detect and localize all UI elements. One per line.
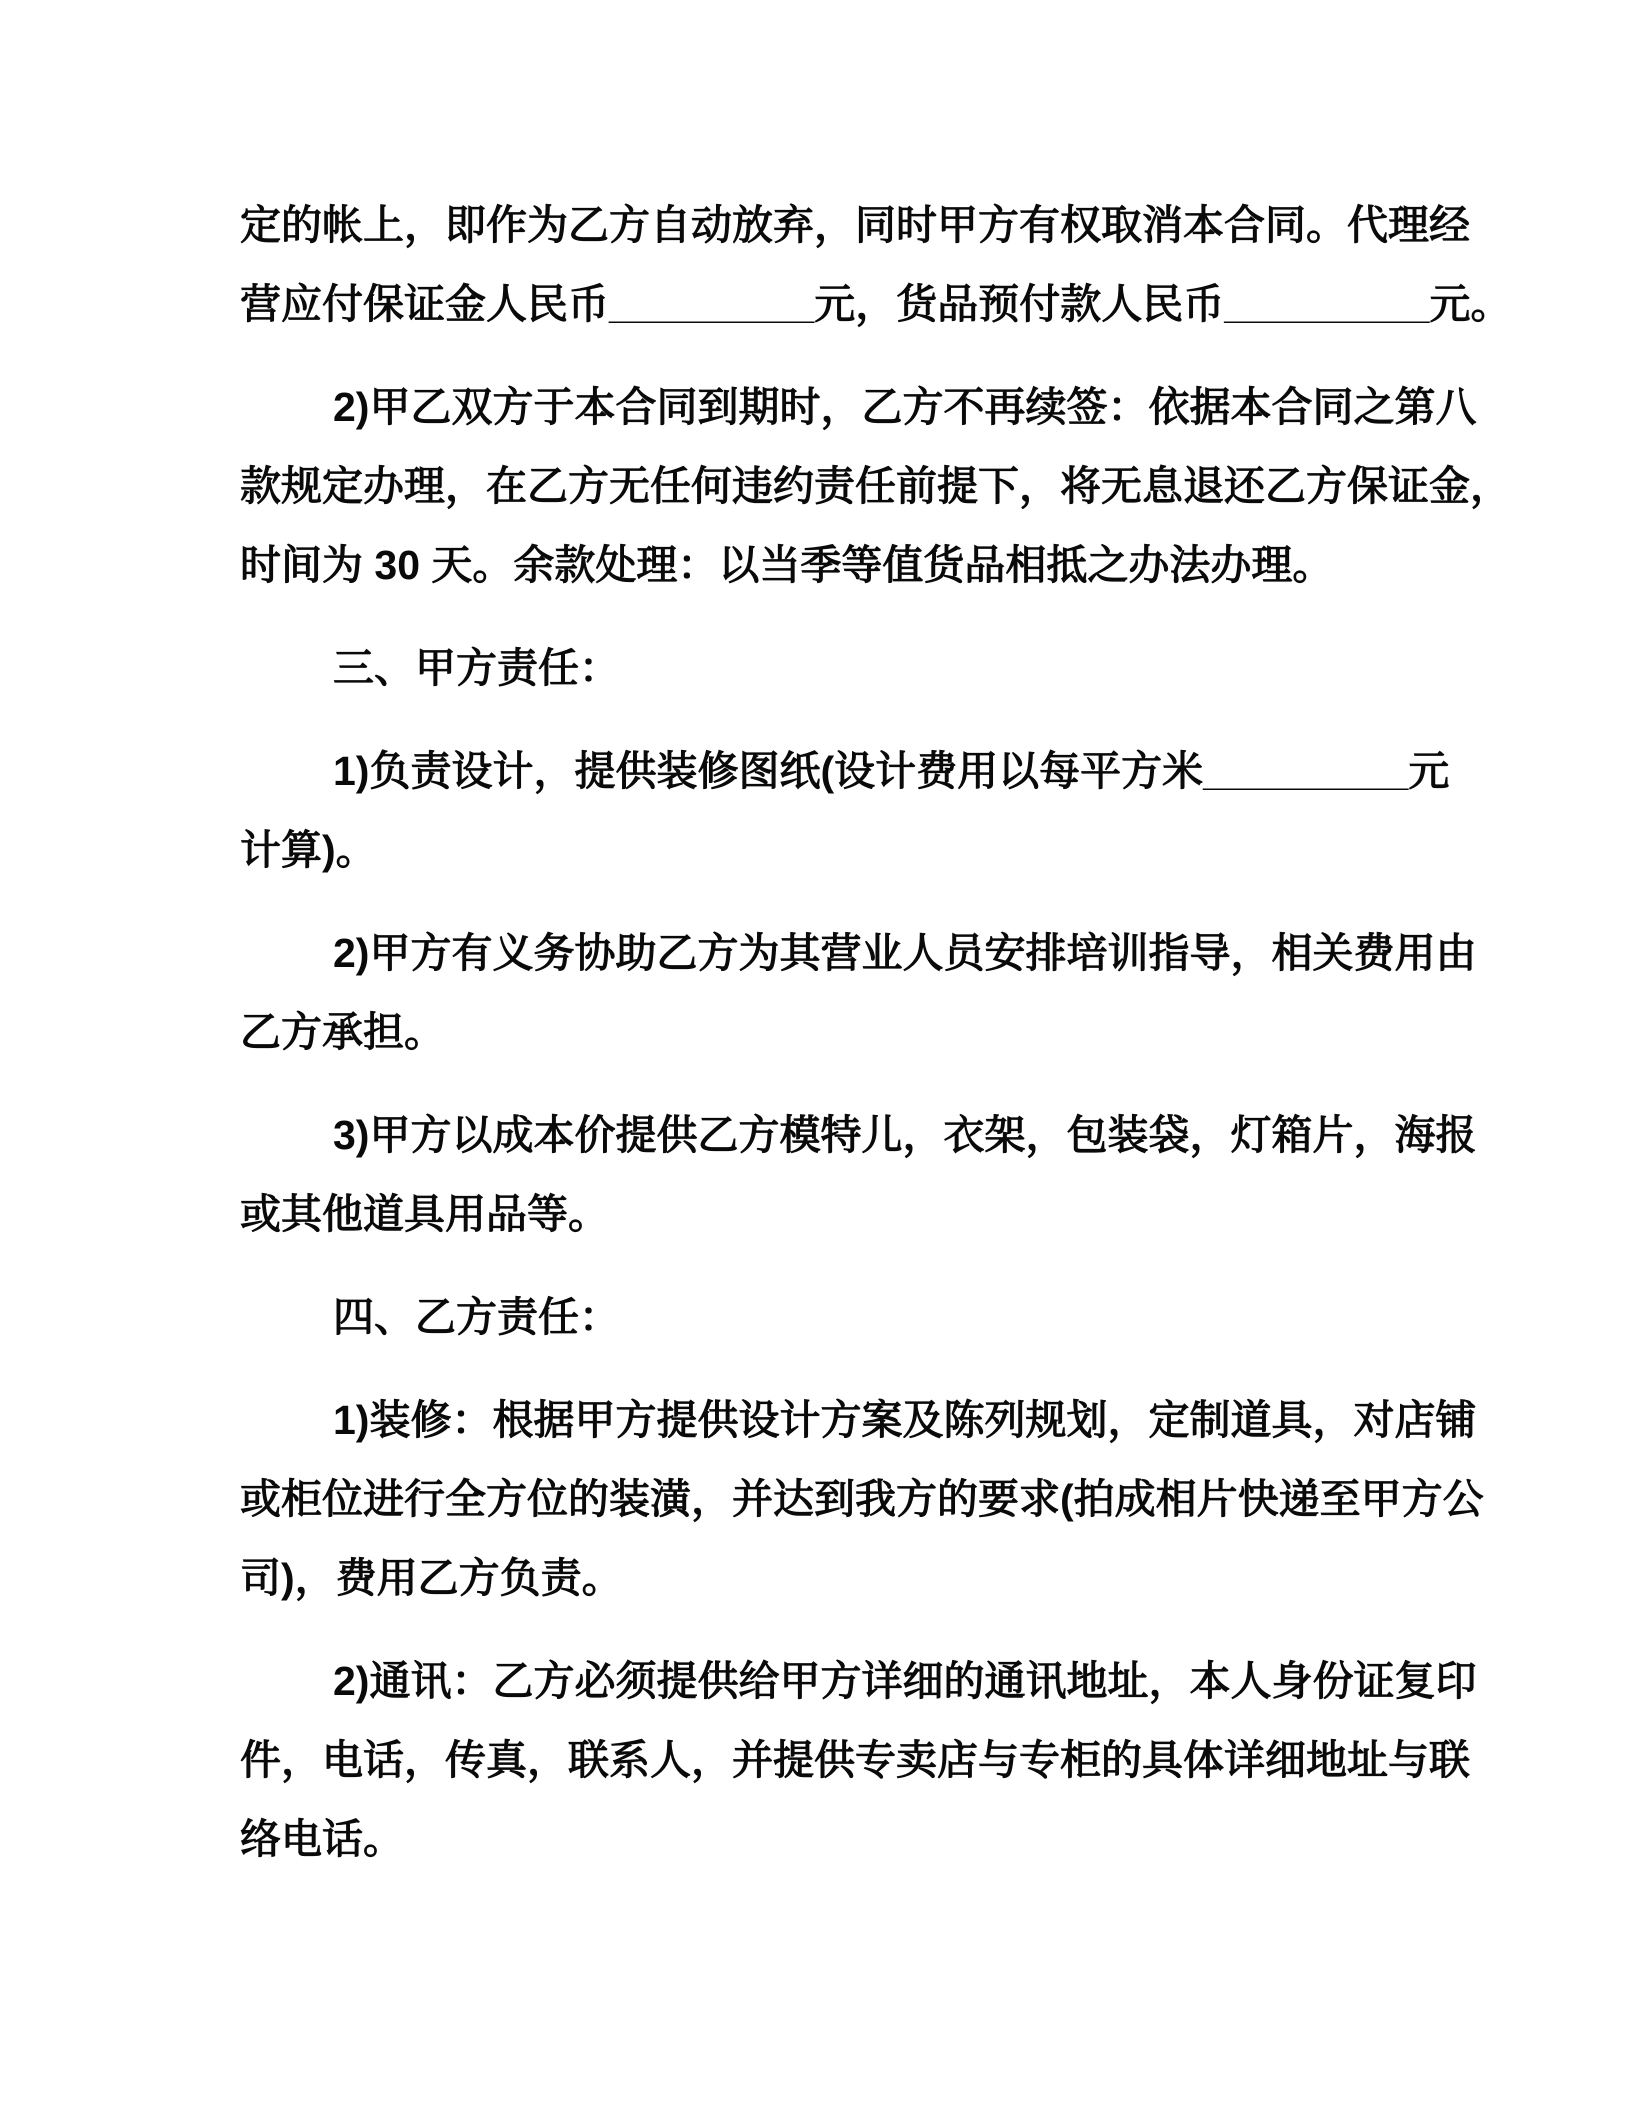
doc-line: 或柜位进行全方位的装潢，并达到我方的要求(拍成相片快递至甲方公 <box>240 1476 1484 1522</box>
doc-line-clause-a3: 3)甲方以成本价提供乙方模特儿，衣架，包装袋，灯箱片，海报 <box>333 1112 1477 1158</box>
doc-line-clause-b2: 2)通讯：乙方必须提供给甲方详细的通讯地址，本人身份证复印 <box>333 1658 1477 1704</box>
doc-line: 定的帐上，即作为乙方自动放弃，同时甲方有权取消本合同。代理经 <box>240 202 1470 248</box>
doc-line-clause-a2: 2)甲方有义务协助乙方为其营业人员安排培训指导，相关费用由 <box>333 930 1477 976</box>
doc-line: 时间为 30 天。余款处理：以当季等值货品相抵之办法办理。 <box>240 542 1334 588</box>
doc-line: 件，电话，传真，联系人，并提供专卖店与专柜的具体详细地址与联 <box>240 1737 1470 1783</box>
doc-line: 司)，费用乙方负责。 <box>240 1555 623 1601</box>
section-heading-party-b-duties: 四、乙方责任： <box>333 1294 620 1340</box>
doc-line: 乙方承担。 <box>240 1009 445 1055</box>
section-heading-party-a-duties: 三、甲方责任： <box>333 645 620 691</box>
doc-line: 营应付保证金人民币_________元，货品预付款人民币_________元。 <box>240 281 1512 327</box>
doc-line: 或其他道具用品等。 <box>240 1191 609 1237</box>
doc-line: 计算)。 <box>240 827 377 873</box>
contract-page-body <box>240 186 1512 1879</box>
doc-line-clause-a1: 1)负责设计，提供装修图纸(设计费用以每平方米_________元 <box>333 748 1450 794</box>
doc-line-clause-b1: 1)装修：根据甲方提供设计方案及陈列规划，定制道具，对店铺 <box>333 1397 1477 1443</box>
doc-line-clause-2: 2)甲乙双方于本合同到期时，乙方不再续签：依据本合同之第八 <box>333 384 1477 430</box>
doc-line: 款规定办理，在乙方无任何违约责任前提下，将无息退还乙方保证金， <box>240 463 1511 509</box>
doc-line: 络电话。 <box>240 1816 404 1862</box>
